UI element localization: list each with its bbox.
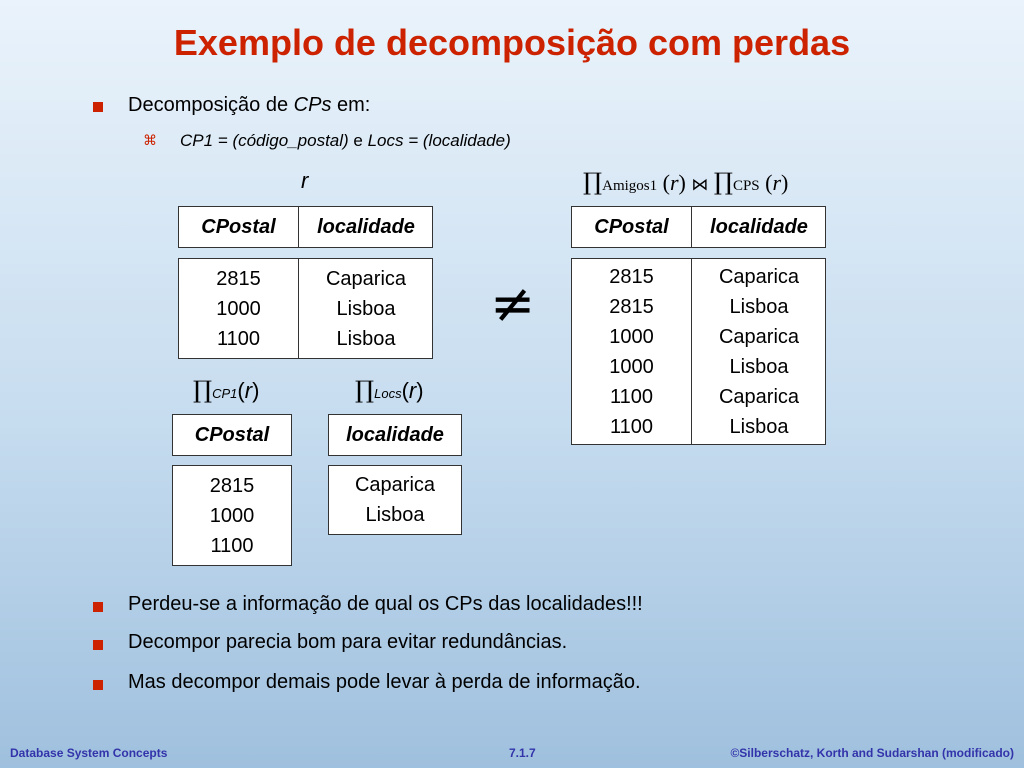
proj-locs-label: ∏Locs(r) xyxy=(355,376,424,404)
bullet-decompor: Decompor parecia bom para evitar redundâncias. xyxy=(128,631,568,653)
join-table-header xyxy=(571,206,826,248)
header-localidade: localidade xyxy=(317,215,415,238)
table-cell: Caparica xyxy=(718,385,800,408)
sub-bullet-icon: ⌘ xyxy=(143,132,157,148)
table-cell: 2815 xyxy=(609,265,654,288)
sub-bullet-cp1-locs: CP1 = (código_postal) e Locs = (localidade) xyxy=(180,131,511,150)
table-cell: 2815 xyxy=(209,474,255,497)
footer-left: Database System Concepts xyxy=(10,746,168,760)
table-cell: Lisboa xyxy=(336,297,396,320)
table-cell: 2815 xyxy=(609,295,654,318)
table-cell: 1100 xyxy=(216,327,260,350)
table-cell: Lisboa xyxy=(729,355,789,378)
bullet-mas-decompor: Mas decompor demais pode levar à perda de informação. xyxy=(128,671,641,693)
table-cell: Lisboa xyxy=(336,327,396,350)
not-equal-symbol: ≠ xyxy=(490,272,536,335)
header-localidade: localidade xyxy=(710,215,808,238)
table-cell: 1000 xyxy=(209,504,255,527)
table-cell: 1000 xyxy=(609,325,654,348)
join-table-body xyxy=(571,258,826,445)
bullet-marker-1 xyxy=(93,99,103,117)
table-r-body xyxy=(178,258,433,359)
proj-locs-header xyxy=(328,414,462,456)
table-cell: 1100 xyxy=(609,385,653,408)
bullet-marker-2 xyxy=(93,599,103,617)
bullet-marker-4 xyxy=(93,677,103,695)
table-cell: Lisboa xyxy=(729,415,789,438)
footer-page-number: 7.1.7 xyxy=(509,746,536,760)
footer-right: ©Silberschatz, Korth and Sudarshan (modificado) xyxy=(730,746,1014,760)
header-cpostal: CPostal xyxy=(594,215,669,238)
table-cell: Caparica xyxy=(354,474,436,496)
table-cell: 2815 xyxy=(216,267,261,290)
bullet-decomposicao: Decomposição de CPs em: xyxy=(128,94,371,116)
header-localidade: localidade xyxy=(346,423,444,446)
relation-r-label: r xyxy=(301,168,309,193)
header-cpostal: CPostal xyxy=(201,215,276,238)
table-r-header xyxy=(178,206,433,248)
table-cell: Caparica xyxy=(718,325,800,348)
table-cell: 1000 xyxy=(609,355,654,378)
table-cell: 1000 xyxy=(216,297,261,320)
table-cell: 1100 xyxy=(210,534,254,557)
table-cell: Caparica xyxy=(325,267,407,290)
table-cell: Lisboa xyxy=(365,504,425,526)
proj-cp1-label: ∏CP1(r) xyxy=(193,376,260,404)
join-expression-label: ∏Amigos1 (r) ⋈ ∏CPS (r) xyxy=(583,168,789,196)
bullet-perdeu: Perdeu-se a informação de qual os CPs das localidades!!! xyxy=(128,593,643,615)
proj-locs-body xyxy=(328,465,462,535)
header-cpostal: CPostal xyxy=(194,423,270,446)
table-cell: 1100 xyxy=(609,415,653,438)
bullet-marker-3 xyxy=(93,637,103,655)
proj-cp1-header xyxy=(172,414,292,456)
table-cell: Caparica xyxy=(718,265,800,288)
proj-cp1-body xyxy=(172,465,292,566)
slide-title: Exemplo de decomposição com perdas xyxy=(173,22,851,63)
table-cell: Lisboa xyxy=(729,295,789,318)
